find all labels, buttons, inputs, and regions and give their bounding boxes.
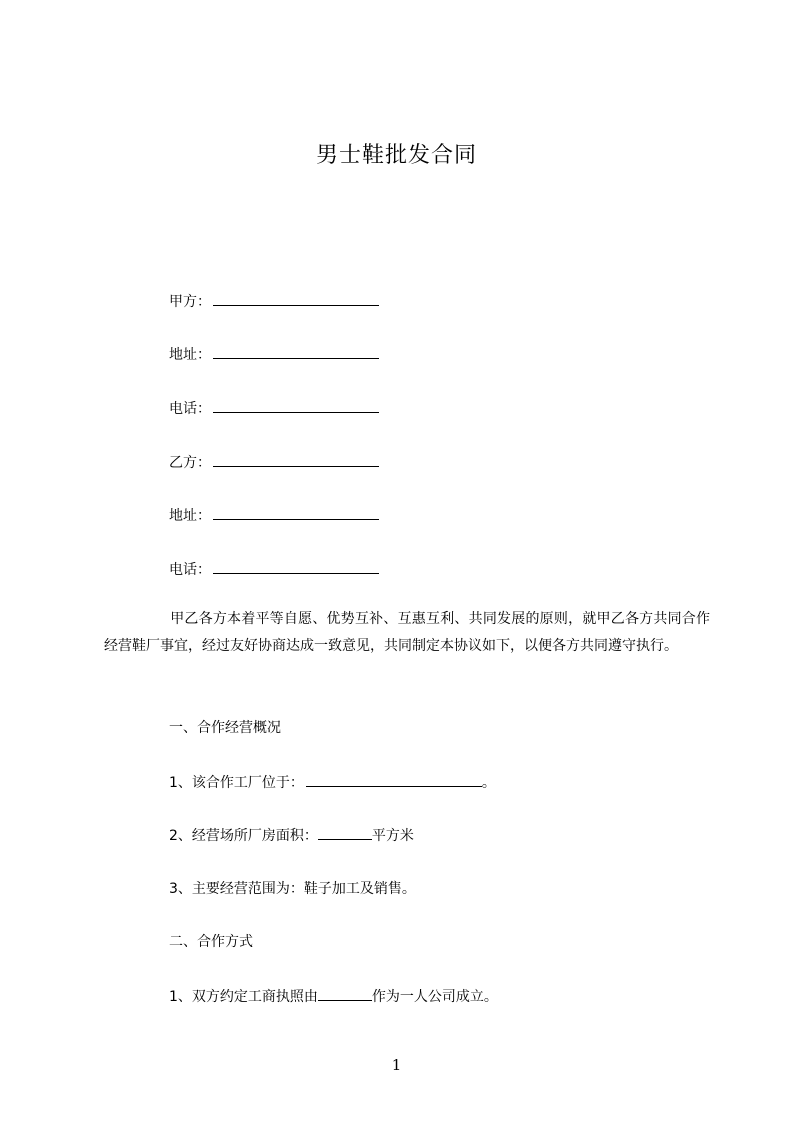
plant-area-blank <box>318 825 372 840</box>
plant-area-unit: 平方米 <box>371 828 414 844</box>
party-a-phone-blank <box>213 398 379 413</box>
factory-location-suffix: 。 <box>481 775 496 791</box>
license-holder-blank <box>318 986 372 1001</box>
party-b-address-label: 地址： <box>169 508 211 524</box>
section-2-item-1 <box>169 986 498 1007</box>
license-holder-label: 1、双方约定工商执照由 <box>169 989 318 1005</box>
party-b-phone-label: 电话： <box>169 562 211 578</box>
party-b-label: 乙方： <box>169 455 211 471</box>
party-b-line <box>169 452 379 473</box>
party-a-line <box>169 291 379 312</box>
party-a-address-line <box>169 344 379 365</box>
section-2-heading: 二、合作方式 <box>169 934 253 950</box>
section-1-heading: 一、合作经营概况 <box>169 720 281 736</box>
contract-title: 男士鞋批发合同 <box>315 143 477 168</box>
page-number: 1 <box>391 1056 402 1074</box>
party-a-address-label: 地址： <box>169 347 211 363</box>
party-a-phone-label: 电话： <box>169 401 211 417</box>
factory-location-blank <box>306 772 482 787</box>
preamble-paragraph <box>104 606 710 660</box>
preamble-text: 甲乙各方本着平等自愿、优势互补、互惠互利、共同发展的原则，就甲乙各方共同合作经营鞋厂事宜，经过友好协商达成一致意见，共同制定本协议如下，以便各方共同遵守执行。 <box>104 611 710 654</box>
party-b-phone-line <box>169 559 379 580</box>
party-a-blank <box>213 291 379 306</box>
party-a-label: 甲方： <box>169 294 211 310</box>
plant-area-label: 2、经营场所厂房面积： <box>169 828 318 844</box>
party-b-address-blank <box>213 505 379 520</box>
section-1-item-2 <box>169 825 414 846</box>
section-1-item-3: 3、主要经营范围为：鞋子加工及销售。 <box>169 881 416 897</box>
section-1-item-1 <box>169 772 496 793</box>
party-b-blank <box>213 452 379 467</box>
factory-location-label: 1、该合作工厂位于： <box>169 775 304 791</box>
party-a-address-blank <box>213 344 379 359</box>
party-a-phone-line <box>169 398 379 419</box>
party-b-address-line <box>169 505 379 526</box>
party-b-phone-blank <box>213 559 379 574</box>
license-holder-suffix: 作为一人公司成立。 <box>371 989 498 1005</box>
